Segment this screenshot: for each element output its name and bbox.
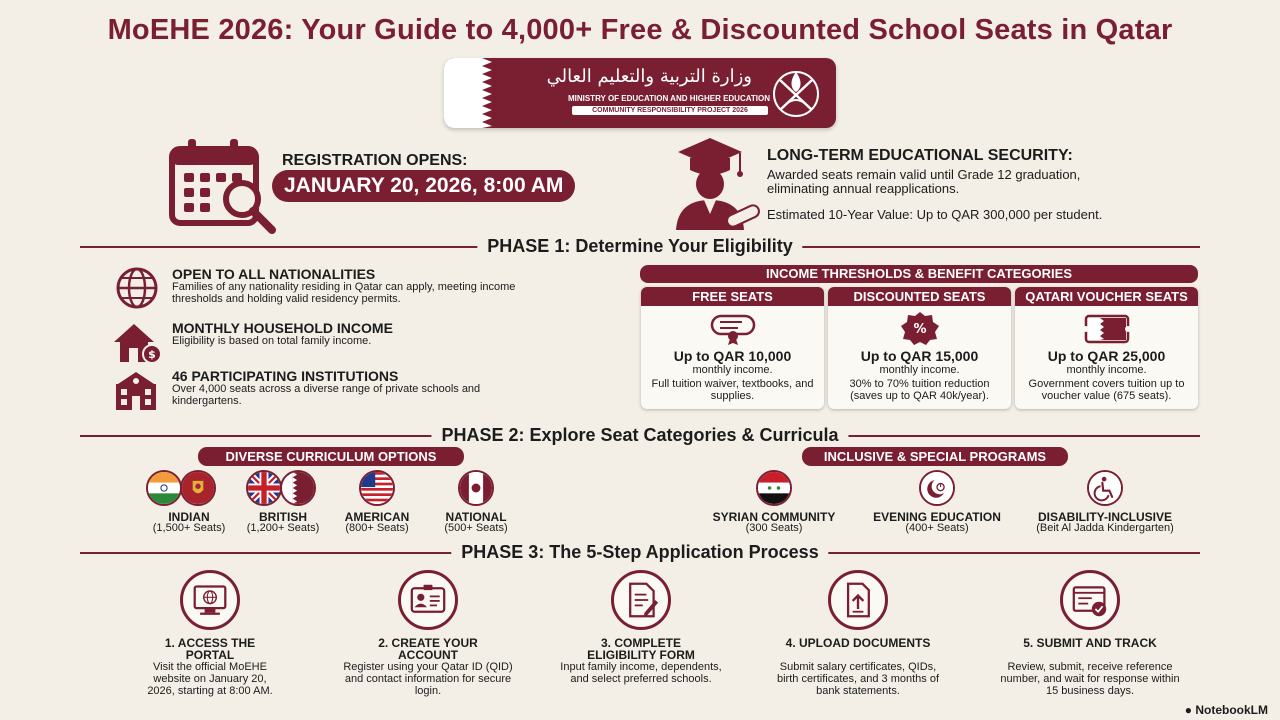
ministry-english-name: MINISTRY OF EDUCATION AND HIGHER EDUCATION [567,94,771,103]
school-crest-icon [180,470,216,506]
school-building-icon [112,368,162,414]
eligibility-desc: Eligibility is based on total family income. [172,335,372,347]
special-programs-title: INCLUSIVE & SPECIAL PROGRAMS [802,447,1068,466]
syria-flag-icon [756,470,792,506]
curriculum-seats: (1,200+ Seats) [246,522,320,534]
graduate-icon [670,134,762,230]
notebooklm-label: NotebookLM [1195,703,1268,717]
phase1-title: PHASE 1: Determine Your Eligibility [477,236,802,257]
card-header: FREE SEATS [641,287,824,306]
step-desc: Input family income, dependents, and select preferred schools. [560,661,722,685]
curriculum-name: NATIONAL [445,510,507,524]
ministry-arabic-name: وزارة التربية والتعليم العالي [546,66,752,87]
house-money-icon [112,320,162,366]
card-header: QATARI VOUCHER SEATS [1015,287,1198,306]
step-desc: Register using your Qatar ID (QID) and contact information for secure login. [343,661,513,697]
phase1-header [80,236,1200,256]
step-title: 1. ACCESS THE PORTAL [164,636,256,662]
step1-computer-icon [180,570,240,630]
income-period: monthly income. [692,364,773,376]
globe-icon [112,266,162,312]
percent-badge-icon [895,310,945,346]
benefit-text: 30% to 70% tuition reduction (saves up to QAR 40k/year). [849,378,990,402]
curriculum-name: BRITISH [259,510,307,524]
security-value: Estimated 10-Year Value: Up to QAR 300,000 per student. [767,207,1103,222]
income-amount: Up to QAR 10,000 [673,348,792,364]
curriculum-seats: (800+ Seats) [345,522,409,534]
income-thresholds-title: INCOME THRESHOLDS & BENEFIT CATEGORIES [640,265,1198,283]
income-amount: Up to QAR 25,000 [1047,348,1166,364]
registration-date: JANUARY 20, 2026, 8:00 AM [272,170,575,202]
income-period: monthly income. [1066,364,1147,376]
security-text: Awarded seats remain valid until Grade 12 graduation, eliminating annual reapplications. [767,167,1081,196]
card-free-seats [641,287,824,409]
curriculum-options-title: DIVERSE CURRICULUM OPTIONS [198,447,464,466]
step-title: 3. COMPLETE ELIGIBILITY FORM [587,636,695,662]
page-title: MoEHE 2026: Your Guide to 4,000+ Free & Discounted School Seats in Qatar [107,14,1173,46]
step5-check-window-icon [1060,570,1120,630]
step-title: 4. UPLOAD DOCUMENTS [785,636,931,650]
eligibility-desc: Families of any nationality residing in Qatar can apply, meeting income thresholds and holding valid residency permits. [172,281,516,305]
diploma-icon [708,310,758,346]
usa-flag-icon [359,470,395,506]
card-discounted-seats [828,287,1011,409]
benefit-text: Government covers tuition up to voucher value (675 seats). [1028,378,1185,402]
phase3-header [80,542,1200,562]
eligibility-item-income [112,320,532,364]
curriculum-seats: (1,500+ Seats) [152,522,226,534]
ministry-banner [444,58,836,128]
eligibility-desc: Over 4,000 seats across a diverse range of private schools and kindergartens. [172,383,481,407]
security-title: LONG-TERM EDUCATIONAL SECURITY: [767,147,1073,164]
program-name: EVENING EDUCATION [873,510,1001,524]
income-amount: Up to QAR 15,000 [860,348,979,364]
phase2-header [80,425,1200,445]
step-desc: Review, submit, receive reference number, and wait for response within 15 business days. [1000,661,1180,697]
svg-text:$: $ [148,348,156,361]
india-flag-icon [146,470,182,506]
eligibility-title: MONTHLY HOUSEHOLD INCOME [172,320,393,336]
curriculum-name: INDIAN [168,510,210,524]
eligibility-item-nationalities [112,266,532,310]
card-header: DISCOUNTED SEATS [828,287,1011,306]
step4-upload-icon [828,570,888,630]
curriculum-seats: (500+ Seats) [444,522,508,534]
card-voucher-seats [1015,287,1198,409]
calendar-search-icon [168,135,284,235]
benefit-text: Full tuition waiver, textbooks, and supplies. [651,378,814,402]
eligibility-title: 46 PARTICIPATING INSTITUTIONS [172,368,399,384]
wheelchair-icon [1087,470,1123,506]
step-title: 5. SUBMIT AND TRACK [1023,636,1157,650]
phase2-title: PHASE 2: Explore Seat Categories & Curricula [431,425,848,446]
curriculum-name: AMERICAN [344,510,410,524]
step-desc: Visit the official MoEHE website on January 20, 2026, starting at 8:00 AM. [147,661,273,697]
notebooklm-brand [1185,703,1268,717]
national-emblem-icon [458,470,494,506]
program-name: DISABILITY-INCLUSIVE [1037,510,1172,524]
step3-form-icon [611,570,671,630]
qatar-flag-icon [280,470,316,506]
voucher-ticket-icon [1082,310,1132,346]
program-seats: (400+ Seats) [905,522,969,534]
step2-id-card-icon [398,570,458,630]
program-seats: (Beit Al Jadda Kindergarten) [1036,522,1174,534]
project-label: COMMUNITY RESPONSIBILITY PROJECT 2026 [572,106,768,115]
uk-flag-icon [246,470,282,506]
notebooklm-logo-icon: ● [1184,703,1192,717]
income-period: monthly income. [879,364,960,376]
eligibility-item-institutions [112,368,532,412]
phase3-title: PHASE 3: The 5-Step Application Process [451,542,828,563]
step-title: 2. CREATE YOUR ACCOUNT [378,636,478,662]
program-name: SYRIAN COMMUNITY [712,510,836,524]
moon-clock-icon [919,470,955,506]
program-seats: (300 Seats) [745,522,803,534]
eligibility-title: OPEN TO ALL NATIONALITIES [172,266,376,282]
registration-label: REGISTRATION OPENS: [282,152,468,169]
qatar-emblem-icon [770,66,822,120]
svg-text:%: % [912,322,927,337]
step-desc: Submit salary certificates, QIDs, birth certificates, and 3 months of bank statements. [776,661,940,697]
